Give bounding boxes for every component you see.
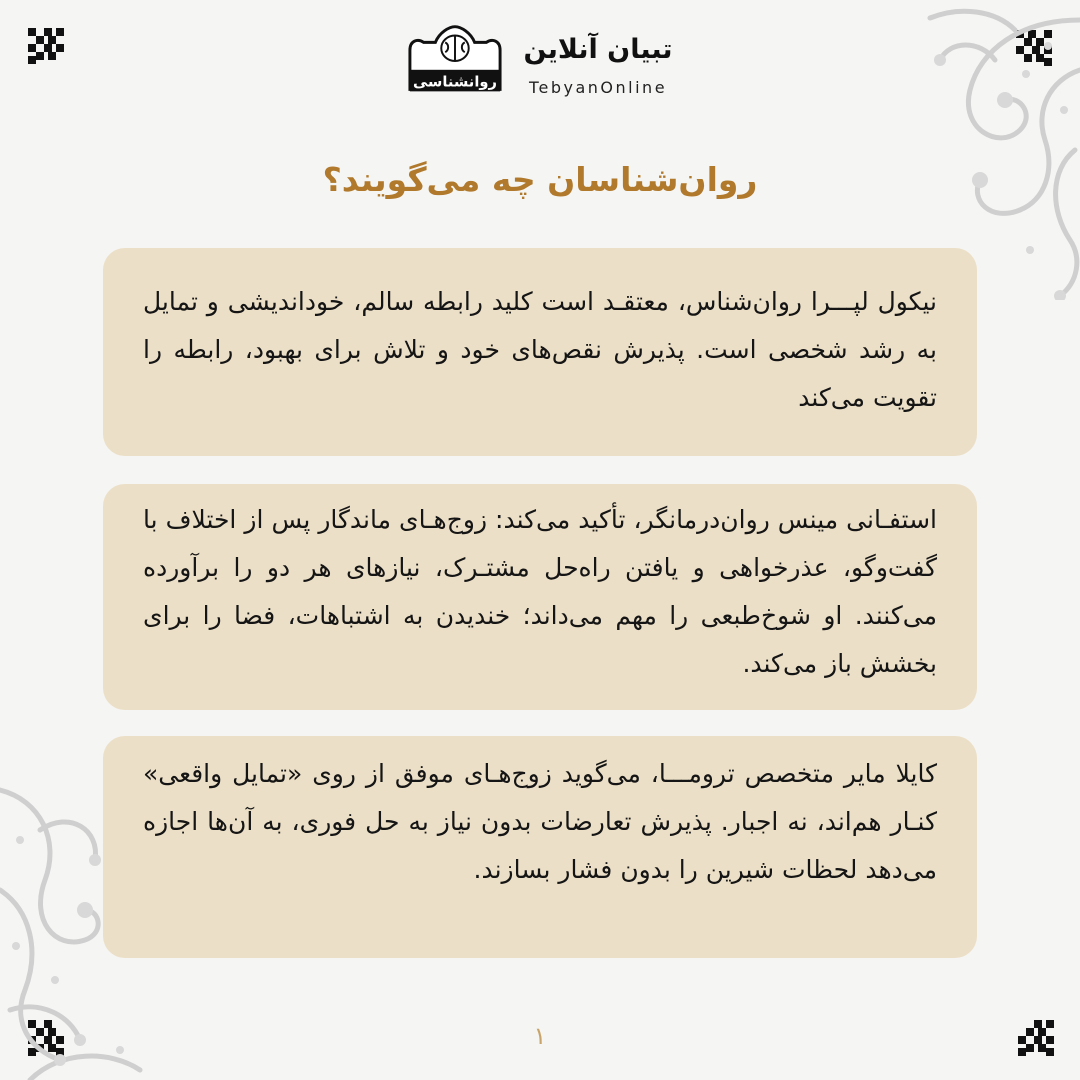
pixel-diamond-icon — [1016, 30, 1052, 66]
brand-name-fa: تبیان آنلاین — [523, 34, 673, 65]
brand-name-en: TebyanOnline — [528, 78, 668, 97]
pixel-diamond-icon — [1018, 1020, 1054, 1056]
quote-text: کایلا مایر متخصص ترومـــا، می‌گوید زوج‌هـای موفق از روی «تمایل واقعی» کنـار هم‌اند، نه اجبار. پذیرش تعارضات بدون نیاز به حل فوری، به آن‌ها اجازه می‌دهد لحظات شیرین را بدون فشار بسازند. — [143, 759, 937, 884]
quote-text: نیکول لپـــرا روان‌شناس، معتقـد است کلید رابطه سالم، خوداندیشی و تمایل به رشد شخصی است. پذیرش نقص‌های خود و تلاش برای بهبود، رابطه را تقویت می‌کند — [143, 287, 937, 412]
quote-card — [103, 248, 977, 456]
brain-icon — [406, 20, 504, 100]
quote-card — [103, 484, 977, 710]
quote-text: استفـانی مینس روان‌درمانگر، تأکید می‌کند: زوج‌هـای ماندگار پس از اختلاف با گفت‌وگو، عذرخواهی و یافتن راه‌حل مشتـرک، نیازهای هر دو را برآورده می‌کنند. او شوخ‌طبعی را مهم می‌داند؛ خندیدن به اشتباهات، فضا را برای بخشش باز می‌کند. — [143, 505, 937, 678]
logo-text: روانشناسی — [413, 73, 497, 91]
pixel-diamond-icon — [28, 1020, 64, 1056]
page-number: ۱ — [533, 1022, 547, 1050]
pixel-diamond-icon — [28, 28, 64, 64]
header — [400, 14, 690, 97]
quote-card — [103, 736, 977, 958]
page-title: روان‌شناسان چه می‌گویند؟ — [322, 160, 758, 199]
